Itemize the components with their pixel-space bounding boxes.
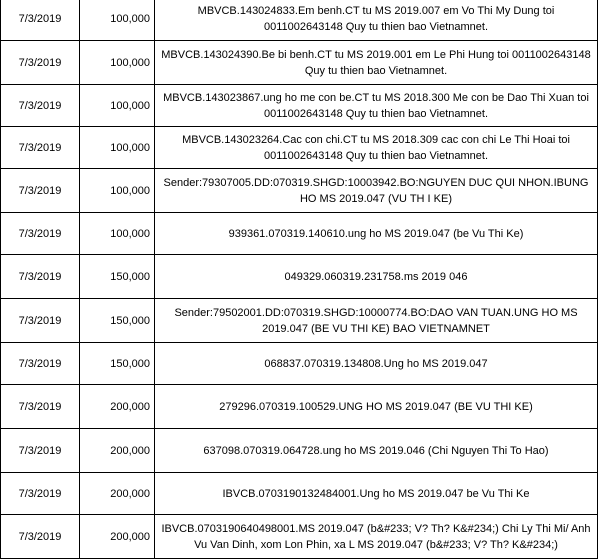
amount-cell: 100,000: [80, 213, 155, 255]
date-cell: 7/3/2019: [1, 473, 80, 515]
date-cell: 7/3/2019: [1, 41, 80, 85]
table-row: [1, 429, 598, 473]
description-cell: MBVCB.143023867.ung ho me con be.CT tu MS 2018.300 Me con be Dao Thi Xuan toi 0011002643148 Quy tu thien bao Vietnamnet.: [155, 85, 598, 127]
amount-cell: 150,000: [80, 255, 155, 299]
date-cell: 7/3/2019: [1, 299, 80, 343]
description-cell: IBVCB.0703190132484001.Ung ho MS 2019.047 be Vu Thi Ke: [155, 473, 598, 515]
date-cell: 7/3/2019: [1, 255, 80, 299]
description-cell: 637098.070319.064728.ung ho MS 2019.046 (Chi Nguyen Thi To Hao): [155, 429, 598, 473]
table-row: [1, 169, 598, 213]
description-cell: 068837.070319.134808.Ung ho MS 2019.047: [155, 343, 598, 385]
description-cell: Sender:79502001.DD:070319.SHGD:10000774.BO:DAO VAN TUAN.UNG HO MS 2019.047 (BE VU THI KE) BAO VIETNAMNET: [155, 299, 598, 343]
amount-cell: 150,000: [80, 343, 155, 385]
table-row: [1, 385, 598, 429]
description-cell: 939361.070319.140610.ung ho MS 2019.047 (be Vu Thi Ke): [155, 213, 598, 255]
date-cell: 7/3/2019: [1, 0, 80, 41]
table-row: [1, 255, 598, 299]
date-cell: 7/3/2019: [1, 213, 80, 255]
description-cell: 049329.060319.231758.ms 2019 046: [155, 255, 598, 299]
date-cell: 7/3/2019: [1, 429, 80, 473]
amount-cell: 100,000: [80, 41, 155, 85]
table-row: [1, 515, 598, 559]
date-cell: 7/3/2019: [1, 343, 80, 385]
date-cell: 7/3/2019: [1, 85, 80, 127]
amount-cell: 200,000: [80, 429, 155, 473]
table-row: [1, 299, 598, 343]
description-cell: Sender:79307005.DD:070319.SHGD:10003942.BO:NGUYEN DUC QUI NHON.IBUNG HO MS 2019.047 (VU TH I KE): [155, 169, 598, 213]
table-row: [1, 85, 598, 127]
table-row: [1, 473, 598, 515]
table-row: [1, 343, 598, 385]
date-cell: 7/3/2019: [1, 515, 80, 559]
description-cell: MBVCB.143024390.Be bi benh.CT tu MS 2019.001 em Le Phi Hung toi 0011002643148 Quy tu thien bao Vietnamnet.: [155, 41, 598, 85]
date-cell: 7/3/2019: [1, 385, 80, 429]
table-row: [1, 127, 598, 169]
date-cell: 7/3/2019: [1, 169, 80, 213]
table-row: [1, 41, 598, 85]
amount-cell: 100,000: [80, 127, 155, 169]
amount-cell: 100,000: [80, 0, 155, 41]
amount-cell: 200,000: [80, 473, 155, 515]
amount-cell: 200,000: [80, 385, 155, 429]
table-row: [1, 0, 598, 41]
description-cell: MBVCB.143023264.Cac con chi.CT tu MS 2018.309 cac con chi Le Thi Hoai toi 0011002643148 Quy tu thien bao Vietnamnet.: [155, 127, 598, 169]
amount-cell: 200,000: [80, 515, 155, 559]
description-cell: 279296.070319.100529.UNG HO MS 2019.047 (BE VU THI KE): [155, 385, 598, 429]
description-cell: IBVCB.0703190640498001.MS 2019.047 (b&#233; V? Th? K&#234;) Chi Ly Thi Mi/ Anh Vu Van Dinh, xom Lon Phin, xa L MS 2019.047 (b&#233; V? Th? K&#234;): [155, 515, 598, 559]
date-cell: 7/3/2019: [1, 127, 80, 169]
amount-cell: 100,000: [80, 169, 155, 213]
description-cell: MBVCB.143024833.Em benh.CT tu MS 2019.007 em Vo Thi My Dung toi 0011002643148 Quy tu thien bao Vietnamnet.: [155, 0, 598, 41]
amount-cell: 150,000: [80, 299, 155, 343]
table-row: [1, 213, 598, 255]
amount-cell: 100,000: [80, 85, 155, 127]
